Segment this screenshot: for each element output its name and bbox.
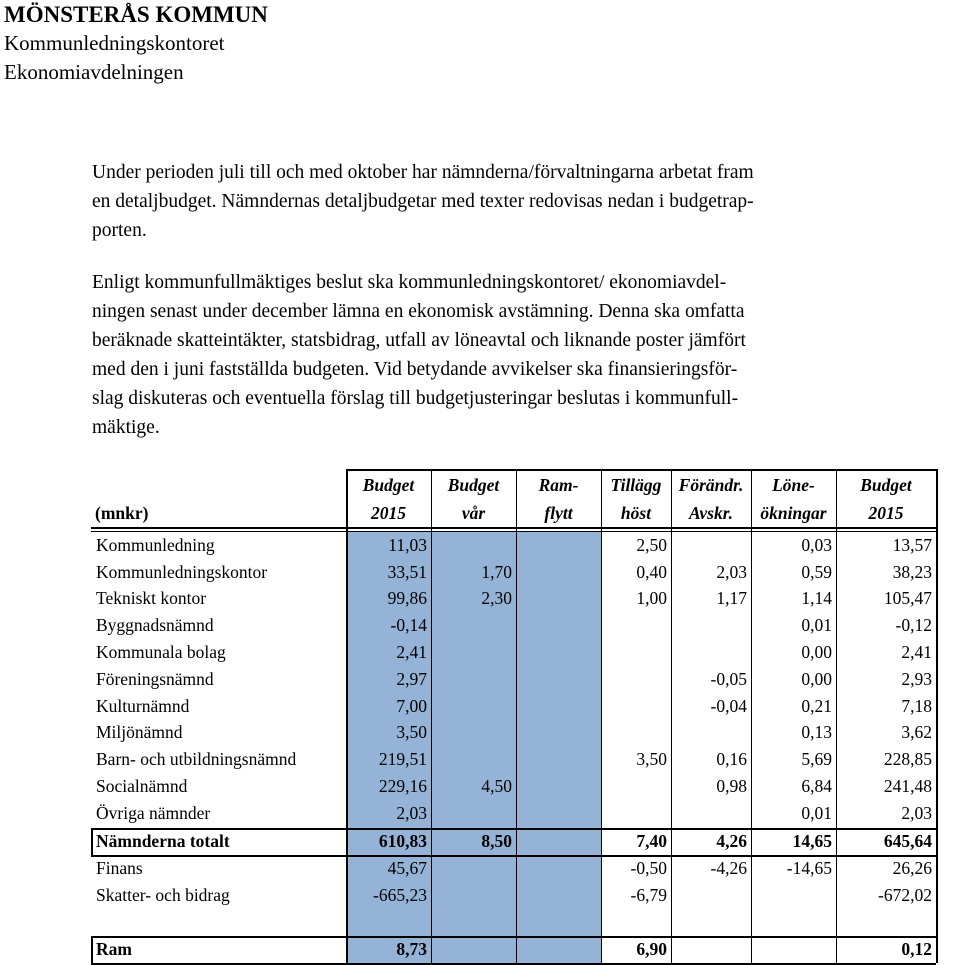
table-border (516, 531, 517, 963)
table-row (91, 612, 936, 639)
row-label: Miljönämnd (96, 722, 183, 743)
table-row (91, 532, 936, 559)
column-header-line2: 2015 (868, 503, 904, 523)
row-value: 1,70 (481, 561, 512, 582)
row-value: 2,30 (481, 588, 512, 609)
table-row (91, 639, 936, 666)
row-value: 7,00 (396, 695, 427, 716)
column-header-line2: höst (620, 503, 652, 523)
table-border (601, 531, 602, 963)
table-border (346, 469, 936, 471)
paragraph-line: en detaljbudget. Nämndernas detaljbudgetar med texter redovisas nedan i budgetrap- (92, 191, 754, 212)
row-value: 6,90 (636, 938, 667, 959)
row-label: Finans (96, 858, 143, 879)
row-value: 26,26 (892, 858, 932, 879)
row-value: -665,23 (373, 885, 427, 906)
column-header-line2: vår (461, 503, 486, 523)
row-label: Kulturnämnd (96, 695, 190, 716)
row-value: -6,79 (630, 885, 667, 906)
row-value: 4,50 (481, 776, 512, 797)
row-value: 8,50 (481, 830, 512, 851)
table-row (91, 693, 936, 720)
column-header-line1: Budget (362, 475, 415, 495)
row-value (671, 936, 751, 963)
row-value: 229,16 (378, 776, 427, 797)
row-value: 6,84 (801, 776, 832, 797)
table-row (91, 559, 936, 586)
row-label: Övriga nämnder (96, 802, 211, 823)
row-value: 0,13 (801, 722, 832, 743)
row-value (671, 532, 751, 559)
row-value: 105,47 (883, 588, 932, 609)
paragraph-line: beräknade skatteintäkter, statsbidrag, utfall av löneavtal och liknande poster jämfört (92, 330, 746, 351)
decision-paragraph (92, 268, 956, 442)
row-value (516, 856, 601, 883)
row-value: 3,50 (396, 722, 427, 743)
ram-row (91, 936, 936, 963)
row-value: 0,16 (716, 749, 747, 770)
row-label: Nämnderna totalt (96, 830, 230, 851)
table-border (516, 469, 517, 531)
row-value (516, 693, 601, 720)
row-value: 11,03 (388, 534, 427, 555)
row-value (431, 693, 516, 720)
table-border (346, 469, 348, 531)
row-value (431, 856, 516, 883)
table-border (91, 828, 936, 830)
row-value: 0,98 (716, 776, 747, 797)
table-border (91, 963, 936, 965)
table-border (91, 936, 93, 963)
row-value (431, 612, 516, 639)
table-row (91, 586, 936, 613)
row-value (751, 936, 836, 963)
row-value: 2,41 (396, 642, 427, 663)
row-value: -672,02 (878, 885, 932, 906)
row-value (431, 532, 516, 559)
paragraph-line: ningen senast under december lämna en ekonomisk avstämning. Denna ska omfatta (92, 301, 745, 322)
table-border (91, 936, 936, 938)
table-border (431, 469, 432, 531)
column-header-line1: Ram- (538, 475, 579, 495)
table-border (836, 469, 837, 531)
row-value (516, 586, 601, 613)
column-header-line1: Löne- (772, 475, 815, 495)
table-border (91, 855, 936, 857)
table-row (91, 666, 936, 693)
row-value: 645,64 (883, 830, 932, 851)
row-value: -0,12 (895, 615, 932, 636)
row-label: Barn- och utbildningsnämnd (96, 749, 297, 770)
table-border (346, 531, 348, 963)
row-label: Föreningsnämnd (96, 668, 214, 689)
row-value: 1,00 (636, 588, 667, 609)
row-value (751, 882, 836, 909)
row-value (431, 639, 516, 666)
row-value: 2,03 (901, 802, 932, 823)
row-value (516, 666, 601, 693)
row-value (516, 720, 601, 747)
total-row (91, 828, 936, 855)
row-value: -0,14 (390, 615, 427, 636)
paragraph-line: porten. (92, 220, 147, 241)
row-label: Byggnadsnämnd (96, 615, 214, 636)
row-value (516, 882, 601, 909)
table-border (936, 469, 938, 531)
row-value: 0,03 (801, 534, 832, 555)
column-header-line2: Avskr. (689, 503, 733, 523)
department-name: Ekonomiavdelningen (4, 60, 184, 84)
row-value (516, 828, 601, 855)
column-header-line1: Budget (447, 475, 500, 495)
row-value (431, 666, 516, 693)
table-border (91, 531, 936, 532)
row-value: 2,03 (396, 802, 427, 823)
table-border (751, 469, 752, 531)
row-value: 0,12 (901, 938, 932, 959)
table-border (91, 828, 93, 855)
column-header-line2: flytt (544, 503, 573, 523)
column-header-line1: Tillägg (610, 475, 662, 495)
row-value: 7,18 (901, 695, 932, 716)
table-border (671, 469, 672, 531)
row-value (431, 720, 516, 747)
table-border (601, 469, 602, 531)
paragraph-line: Under perioden juli till och med oktober har nämnderna/förvaltningarna arbetat fram (92, 162, 754, 183)
row-value (516, 612, 601, 639)
table-row (91, 856, 936, 883)
row-value: 3,50 (636, 749, 667, 770)
table-border (91, 527, 936, 529)
row-value: -14,65 (786, 858, 832, 879)
unit-label: (mnkr) (95, 503, 149, 523)
row-value: 7,40 (636, 830, 667, 851)
column-header-line1: Budget (860, 475, 912, 495)
intro-paragraph (92, 158, 956, 245)
row-value (431, 882, 516, 909)
table-row (91, 746, 936, 773)
row-value (516, 773, 601, 800)
row-value: 2,97 (396, 668, 427, 689)
table-border (671, 531, 672, 963)
column-header-line1: Förändr. (678, 475, 744, 495)
row-value: -0,05 (710, 668, 747, 689)
table-row (91, 882, 936, 909)
row-label: Kommunledning (96, 534, 215, 555)
row-value: 99,86 (387, 588, 427, 609)
row-value (431, 800, 516, 827)
row-value: 1,14 (801, 588, 832, 609)
paragraph-line: slag diskuteras och eventuella förslag till budgetjusteringar beslutas i kommunfull- (92, 388, 739, 409)
row-value (431, 746, 516, 773)
row-label: Skatter- och bidrag (96, 885, 230, 906)
row-value (516, 532, 601, 559)
row-value (601, 612, 671, 639)
row-value (601, 693, 671, 720)
row-value: 2,93 (901, 668, 932, 689)
row-value: 0,00 (801, 642, 832, 663)
row-value: 0,40 (636, 561, 667, 582)
table-row (91, 773, 936, 800)
row-value (516, 936, 601, 963)
row-value: 241,48 (883, 776, 932, 797)
column-header-line2: 2015 (371, 503, 406, 523)
row-value (601, 666, 671, 693)
row-value (671, 800, 751, 827)
table-border (751, 531, 752, 963)
row-value: 0,21 (801, 695, 832, 716)
row-value: 13,57 (892, 534, 932, 555)
row-value: 14,65 (792, 830, 832, 851)
row-value (671, 720, 751, 747)
row-value: 38,23 (892, 561, 932, 582)
row-value (671, 639, 751, 666)
row-value (431, 936, 516, 963)
row-value (516, 746, 601, 773)
paragraph-line: Enligt kommunfullmäktiges beslut ska kommunledningskontoret/ ekonomiavdel- (92, 272, 727, 293)
office-name: Kommunledningskontoret (4, 31, 225, 55)
table-border (836, 531, 837, 963)
row-value: 0,01 (801, 615, 832, 636)
row-value: 8,73 (396, 938, 427, 959)
row-label: Kommunala bolag (96, 642, 226, 663)
paragraph-line: med den i juni fastställda budgeten. Vid betydande avvikelser ska finansieringsför- (92, 359, 738, 380)
row-label: Tekniskt kontor (96, 588, 207, 609)
row-value (601, 800, 671, 827)
row-value: 45,67 (387, 858, 427, 879)
row-value (601, 773, 671, 800)
row-value: 0,00 (801, 668, 832, 689)
row-value (516, 559, 601, 586)
row-value: 2,03 (716, 561, 747, 582)
row-value: 1,17 (716, 588, 747, 609)
row-value: 2,41 (901, 642, 932, 663)
row-value (516, 639, 601, 666)
row-value: 5,69 (801, 749, 832, 770)
row-value (601, 639, 671, 666)
budget-table (91, 469, 936, 964)
column-header-line2: ökningar (760, 503, 827, 523)
row-value: 33,51 (387, 561, 427, 582)
row-value (516, 800, 601, 827)
row-value (671, 882, 751, 909)
row-label: Kommunledningskontor (96, 561, 268, 582)
table-row (91, 800, 936, 827)
row-value: 0,01 (801, 802, 832, 823)
table-row (91, 720, 936, 747)
table-border (936, 531, 938, 963)
table-border (431, 531, 432, 963)
row-value: 228,85 (883, 749, 932, 770)
row-label: Socialnämnd (96, 776, 188, 797)
row-value: 3,62 (901, 722, 932, 743)
row-value: -0,04 (710, 695, 747, 716)
paragraph-line: mäktige. (92, 417, 160, 438)
row-value: 610,83 (378, 830, 427, 851)
row-label: Ram (96, 938, 132, 959)
municipality-name: MÖNSTERÅS KOMMUN (4, 2, 268, 27)
row-value (601, 720, 671, 747)
row-value: 219,51 (378, 749, 427, 770)
row-value: -4,26 (710, 858, 747, 879)
row-value: -0,50 (630, 858, 667, 879)
document-header (4, 0, 268, 87)
row-value (671, 612, 751, 639)
row-value: 2,50 (636, 534, 667, 555)
row-value: 0,59 (801, 561, 832, 582)
row-value: 4,26 (716, 830, 747, 851)
